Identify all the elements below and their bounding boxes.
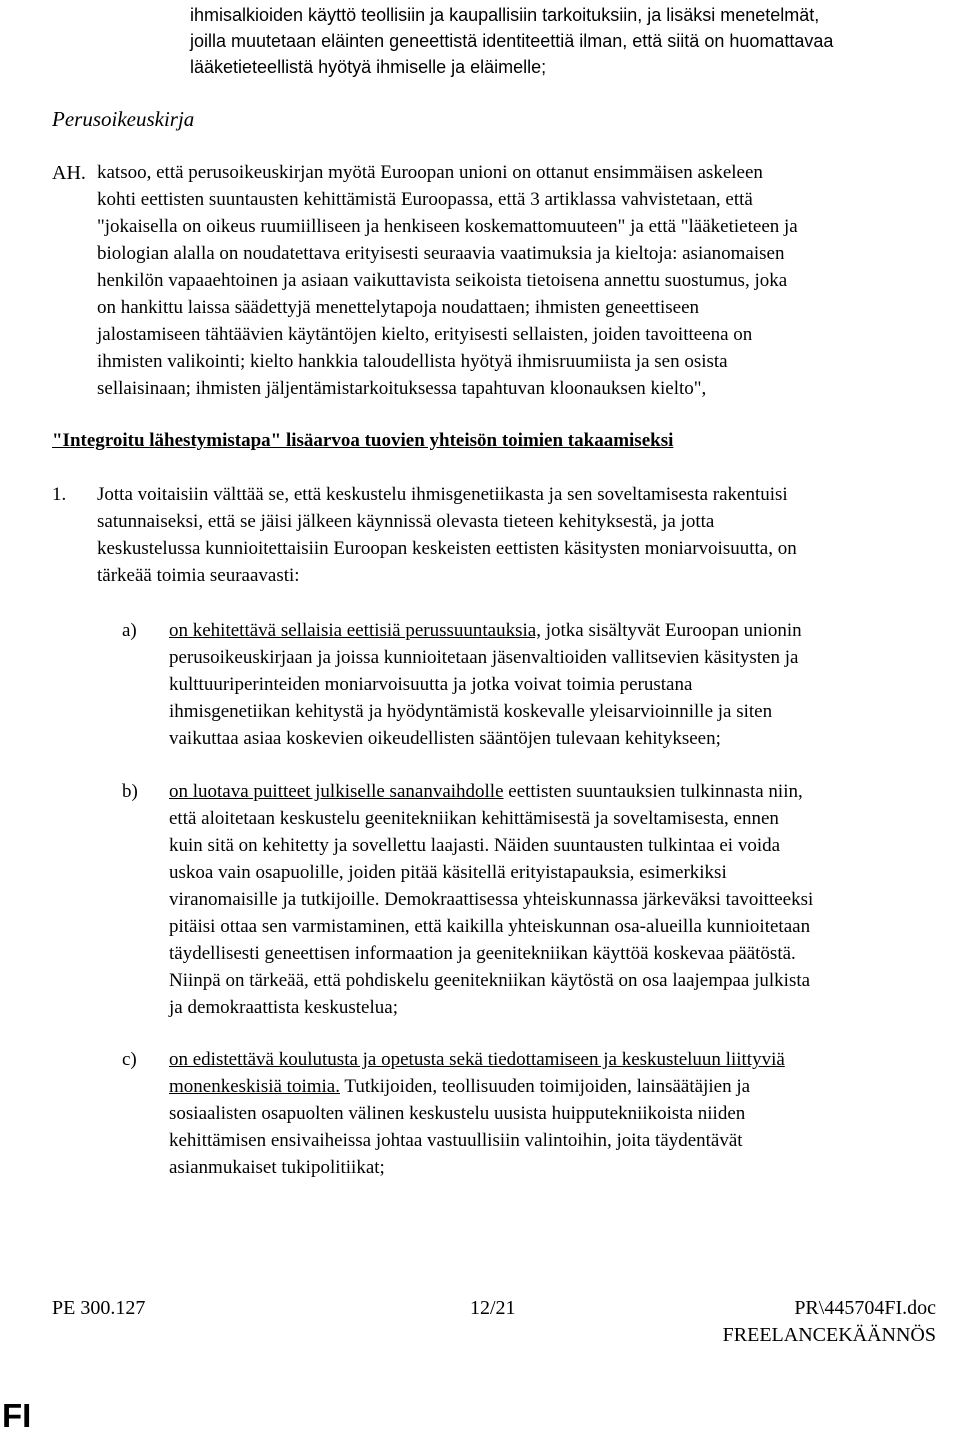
footer-translator: FREELANCEKÄÄNNÖS [722, 1324, 936, 1346]
item-text: eettisten suuntauksien tulkinnasta niin, [503, 781, 803, 802]
item-underlined-text: on kehitettävä sellaisia eettisiä perussuuntauksia, [169, 620, 541, 641]
paragraph-line: tärkeää toimia seuraavasti: [97, 565, 300, 586]
item-first-line [169, 618, 802, 644]
paragraph-number: 1. [52, 484, 67, 505]
recital-label: AH. [52, 162, 86, 184]
paragraph-line: satunnaiseksi, että se jäisi jälkeen käynnissä olevasta tieteen kehityksestä, ja jotta [97, 511, 715, 532]
footer-file-name: PR\445704FI.doc [794, 1297, 936, 1319]
item-line: Niinpä on tärkeää, että pohdiskelu geenitekniikan käytöstä on osa laajempaa julkista [169, 970, 811, 991]
language-code: FI [2, 1397, 32, 1434]
intro-line: ihmisalkioiden käyttö teollisiin ja kaupallisiin tarkoituksiin, ja lisäksi menetelmät, [190, 5, 820, 25]
item-line: kulttuuriperinteiden moniarvoisuutta ja jotka voivat toimia perustana [169, 674, 693, 695]
item-line: pitäisi ottaa sen varmistaminen, että kaikilla yhteiskunnan osa-alueilla kunnioitetaan [169, 916, 811, 937]
item-label: c) [122, 1049, 137, 1070]
item-line: kehittämisen ensivaiheissa johtaa vastuullisiin valintoihin, joita täydentävät [169, 1130, 743, 1151]
item-line: perusoikeuskirjaan ja joissa kunnioitetaan jäsenvaltioiden vallitsevien käsitysten ja [169, 647, 799, 668]
item-second-line [169, 1074, 750, 1100]
item-line: kuin sitä on kehitetty ja sovellettu laajasti. Näiden suuntausten tulkintaa ei voida [169, 835, 781, 856]
recital-line: kohti eettisten suuntausten kehittämistä Euroopassa, että 3 artiklassa vahvistetaan, että [97, 189, 753, 210]
item-line: että aloitetaan keskustelu geenitekniikan kehittämisestä ja soveltamisesta, ennen [169, 808, 779, 829]
item-label: a) [122, 620, 137, 641]
recital-line: ihmisten valikointi; kielto hankkia taloudellista hyötyä ihmisruumiista ja sen osista [97, 351, 728, 372]
recital-line: jalostamiseen tähtäävien käytäntöjen kielto, erityisesti sellaisten, joiden tavoitteena on [97, 324, 753, 345]
item-line: uskoa vain osapuolille, joiden pitää käsitellä erityistapauksia, esimerkiksi [169, 862, 727, 883]
item-text: Tutkijoiden, teollisuuden toimijoiden, lainsäätäjien ja [339, 1076, 751, 1097]
intro-line: joilla muutetaan eläinten geneettistä identiteettiä ilman, että siitä on huomattavaa [190, 31, 834, 51]
item-underlined-text: on edistettävä koulutusta ja opetusta sekä tiedottamiseen ja keskusteluun liittyviä [169, 1049, 785, 1070]
footer-doc-ref: PE 300.127 [52, 1297, 146, 1319]
item-text: jotka sisältyvät Euroopan unionin [540, 620, 802, 641]
paragraph-line: keskustelussa kunnioitettaisiin Euroopan keskeisten eettisten käsitysten moniarvoisuutta, on [97, 538, 797, 559]
footer-page-number: 12/21 [470, 1297, 516, 1319]
recital-line: sellaisinaan; ihmisten jäljentämistarkoituksessa tapahtuvan kloonauksen kielto", [97, 378, 707, 399]
section-heading: "Integroitu lähestymistapa" lisäarvoa tuovien yhteisön toimien takaamiseksi [52, 430, 674, 451]
item-label: b) [122, 781, 138, 802]
item-line: ihmisgenetiikan kehitystä ja hyödyntämistä koskevalle yleisarvioinnille ja siten [169, 701, 773, 722]
item-line: sosiaalisten osapuolten välinen keskustelu uusista huipputekniikoista niiden [169, 1103, 746, 1124]
item-line: asianmukaiset tukipolitiikat; [169, 1157, 385, 1178]
paragraph-line: Jotta voitaisiin välttää se, että keskustelu ihmisgenetiikasta ja sen soveltamisesta rakentuisi [97, 484, 788, 505]
recital-line: "jokaisella on oikeus ruumiilliseen ja henkiseen koskemattomuuteen" ja että "lääketieteen ja [97, 216, 798, 237]
item-line: vaikuttaa asiaa koskevien oikeudellisten sääntöjen tulevaan kehitykseen; [169, 728, 721, 749]
item-line: viranomaisille ja tutkijoille. Demokraattisessa yhteiskunnassa järkeväksi tavoitteeksi [169, 889, 814, 910]
item-underlined-text: on luotava puitteet julkiselle sananvaihdolle [169, 781, 504, 802]
item-first-line [169, 779, 803, 805]
side-heading: Perusoikeuskirja [52, 107, 195, 131]
item-underlined-text: monenkeskisiä toimia. [169, 1076, 340, 1097]
intro-line: lääketieteellistä hyötyä ihmiselle ja eläimelle; [190, 57, 547, 77]
item-line: ja demokraattista keskustelua; [169, 997, 398, 1018]
recital-line: on hankittu laissa säädettyjä menettelytapoja noudattaen; ihmisten geneettiseen [97, 297, 700, 318]
item-line: täydellisesti geneettisen informaation ja geenitekniikan käyttöä koskevaa päätöstä. [169, 943, 796, 964]
recital-line: biologian alalla on noudatettava erityisesti seuraavia vaatimuksia ja kieltoja: asianomaisen [97, 243, 785, 264]
recital-line: katsoo, että perusoikeuskirjan myötä Euroopan unioni on ottanut ensimmäisen askeleen [97, 162, 763, 183]
recital-line: henkilön vapaaehtoinen ja asiaan vaikuttavista seikoista tietoisena annettu suostumus, joka [97, 270, 788, 291]
